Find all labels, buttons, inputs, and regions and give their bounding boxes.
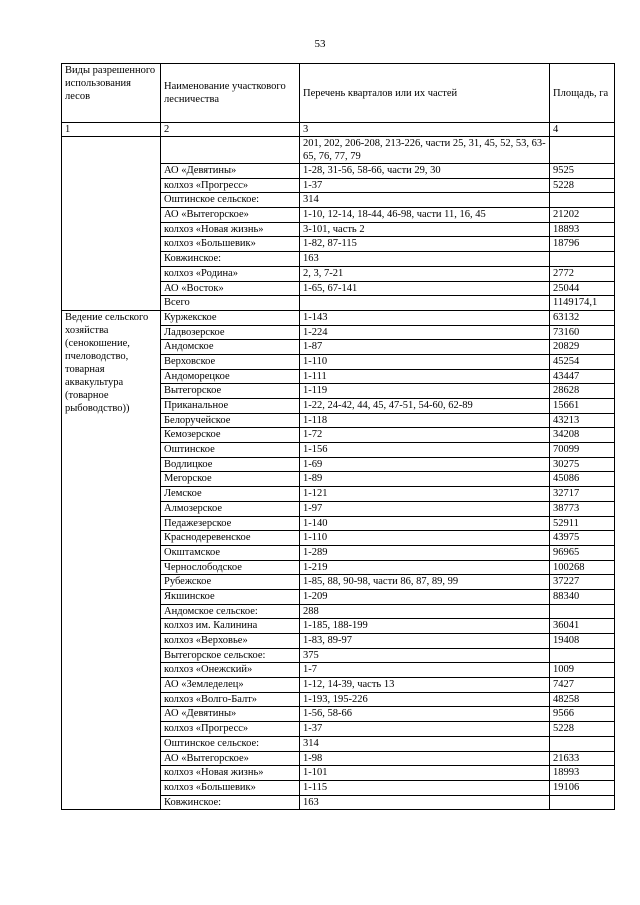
- quarters-cell: 1-119: [300, 384, 550, 399]
- area-cell: 25044: [550, 281, 615, 296]
- forestry-name-cell: колхоз «Большевик»: [161, 237, 300, 252]
- quarters-cell: 314: [300, 193, 550, 208]
- quarters-cell: 1-22, 24-42, 44, 45, 47-51, 54-60, 62-89: [300, 399, 550, 414]
- area-cell: 28628: [550, 384, 615, 399]
- quarters-cell: 1-37: [300, 178, 550, 193]
- quarters-cell: 1-224: [300, 325, 550, 340]
- forestry-name-cell: Кемозерское: [161, 428, 300, 443]
- forestry-name-cell: колхоз «Прогресс»: [161, 722, 300, 737]
- column-number: 2: [161, 123, 300, 137]
- quarters-cell: 1-101: [300, 766, 550, 781]
- area-cell: 73160: [550, 325, 615, 340]
- use-type-cell: [62, 137, 161, 311]
- area-cell: 18893: [550, 222, 615, 237]
- forestry-name-cell: АО «Девятины»: [161, 707, 300, 722]
- area-cell: 96965: [550, 545, 615, 560]
- forestry-name-cell: колхоз им. Калинина: [161, 619, 300, 634]
- forestry-name-cell: колхоз «Волго-Балт»: [161, 692, 300, 707]
- area-cell: 21202: [550, 208, 615, 223]
- forestry-name-cell: Чернослободское: [161, 560, 300, 575]
- quarters-cell: 1-185, 188-199: [300, 619, 550, 634]
- quarters-cell: 1-65, 67-141: [300, 281, 550, 296]
- area-cell: 32717: [550, 487, 615, 502]
- area-cell: 5228: [550, 178, 615, 193]
- area-cell: 45254: [550, 354, 615, 369]
- forestry-name-cell: АО «Земледелец»: [161, 678, 300, 693]
- area-cell: 7427: [550, 678, 615, 693]
- forestry-name-cell: Оштинское сельское:: [161, 736, 300, 751]
- forestry-name-cell: Ладвозерское: [161, 325, 300, 340]
- area-cell: 70099: [550, 443, 615, 458]
- area-cell: 34208: [550, 428, 615, 443]
- forestry-name-cell: АО «Восток»: [161, 281, 300, 296]
- forestry-name-cell: Мегорское: [161, 472, 300, 487]
- forestry-name-cell: Водлицкое: [161, 457, 300, 472]
- table-row: [62, 137, 615, 164]
- quarters-cell: 1-143: [300, 310, 550, 325]
- forestry-name-cell: колхоз «Новая жизнь»: [161, 222, 300, 237]
- forestry-name-cell: Андомское: [161, 340, 300, 355]
- area-cell: 21633: [550, 751, 615, 766]
- quarters-cell: 1-83, 89-97: [300, 634, 550, 649]
- area-cell: [550, 648, 615, 663]
- quarters-cell: 375: [300, 648, 550, 663]
- forestry-name-cell: колхоз «Родина»: [161, 266, 300, 281]
- header-area: Площадь, га: [550, 64, 615, 123]
- forestry-name-cell: Окштамское: [161, 545, 300, 560]
- column-number-row: [62, 123, 615, 137]
- area-cell: 100268: [550, 560, 615, 575]
- forestry-name-cell: Всего: [161, 296, 300, 311]
- quarters-cell: 1-89: [300, 472, 550, 487]
- area-cell: 48258: [550, 692, 615, 707]
- quarters-cell: [300, 296, 550, 311]
- area-cell: 43975: [550, 531, 615, 546]
- forestry-name-cell: Андоморецкое: [161, 369, 300, 384]
- quarters-cell: 1-110: [300, 531, 550, 546]
- quarters-cell: 163: [300, 252, 550, 267]
- quarters-cell: 1-98: [300, 751, 550, 766]
- quarters-cell: 1-69: [300, 457, 550, 472]
- quarters-cell: 1-140: [300, 516, 550, 531]
- area-cell: 20829: [550, 340, 615, 355]
- quarters-cell: 314: [300, 736, 550, 751]
- forestry-name-cell: Краснодеревенское: [161, 531, 300, 546]
- forestry-name-cell: колхоз «Новая жизнь»: [161, 766, 300, 781]
- area-cell: 9566: [550, 707, 615, 722]
- area-cell: [550, 252, 615, 267]
- table-header-row: [62, 64, 615, 123]
- area-cell: 2772: [550, 266, 615, 281]
- forestry-name-cell: Алмозерское: [161, 501, 300, 516]
- quarters-cell: 1-87: [300, 340, 550, 355]
- forestry-name-cell: Вытегорское сельское:: [161, 648, 300, 663]
- area-cell: [550, 137, 615, 164]
- quarters-cell: 1-28, 31-56, 58-66, части 29, 30: [300, 164, 550, 179]
- quarters-cell: 1-156: [300, 443, 550, 458]
- forestry-name-cell: Педажезерское: [161, 516, 300, 531]
- forestry-name-cell: АО «Девятины»: [161, 164, 300, 179]
- use-type-cell: Ведение сельского хозяйства (сенокошение, пчеловодство, товарная аквакультура (товарное рыбоводство)): [62, 310, 161, 809]
- column-number: 3: [300, 123, 550, 137]
- area-cell: 15661: [550, 399, 615, 414]
- quarters-cell: 1-82, 87-115: [300, 237, 550, 252]
- forestry-name-cell: колхоз «Онежский»: [161, 663, 300, 678]
- quarters-cell: 1-111: [300, 369, 550, 384]
- forestry-name-cell: колхоз «Верховье»: [161, 634, 300, 649]
- forestry-name-cell: АО «Вытегорское»: [161, 208, 300, 223]
- quarters-cell: 288: [300, 604, 550, 619]
- area-cell: 36041: [550, 619, 615, 634]
- area-cell: 45086: [550, 472, 615, 487]
- quarters-cell: 1-121: [300, 487, 550, 502]
- column-number: 1: [62, 123, 161, 137]
- forestry-name-cell: Ковжинское:: [161, 795, 300, 810]
- quarters-cell: 1-115: [300, 780, 550, 795]
- area-cell: 9525: [550, 164, 615, 179]
- quarters-cell: 1-118: [300, 413, 550, 428]
- forestry-name-cell: колхоз «Большевик»: [161, 780, 300, 795]
- area-cell: 43447: [550, 369, 615, 384]
- forestry-name-cell: Якшинское: [161, 589, 300, 604]
- quarters-cell: 1-72: [300, 428, 550, 443]
- forestry-name-cell: [161, 137, 300, 164]
- quarters-cell: 1-209: [300, 589, 550, 604]
- area-cell: [550, 604, 615, 619]
- area-cell: 18993: [550, 766, 615, 781]
- area-cell: 30275: [550, 457, 615, 472]
- area-cell: 1149174,1: [550, 296, 615, 311]
- area-cell: 37227: [550, 575, 615, 590]
- header-quarters: Перечень кварталов или их частей: [300, 64, 550, 123]
- area-cell: 88340: [550, 589, 615, 604]
- area-cell: 1009: [550, 663, 615, 678]
- quarters-cell: 1-110: [300, 354, 550, 369]
- forestry-name-cell: Вытегорское: [161, 384, 300, 399]
- forestry-name-cell: Оштинское: [161, 443, 300, 458]
- area-cell: [550, 736, 615, 751]
- quarters-cell: 1-12, 14-39, часть 13: [300, 678, 550, 693]
- area-cell: 19408: [550, 634, 615, 649]
- forestry-name-cell: Лемское: [161, 487, 300, 502]
- quarters-cell: 1-193, 195-226: [300, 692, 550, 707]
- quarters-cell: 3-101, часть 2: [300, 222, 550, 237]
- forestry-name-cell: Белоручейское: [161, 413, 300, 428]
- area-cell: 18796: [550, 237, 615, 252]
- quarters-cell: 1-289: [300, 545, 550, 560]
- forestry-name-cell: Рубежское: [161, 575, 300, 590]
- quarters-cell: 1-7: [300, 663, 550, 678]
- quarters-cell: 1-56, 58-66: [300, 707, 550, 722]
- quarters-cell: 1-97: [300, 501, 550, 516]
- page-number: 53: [314, 38, 326, 50]
- table-row: [62, 310, 615, 325]
- area-cell: 19106: [550, 780, 615, 795]
- area-cell: [550, 193, 615, 208]
- quarters-cell: 163: [300, 795, 550, 810]
- forestry-name-cell: Оштинское сельское:: [161, 193, 300, 208]
- area-cell: 38773: [550, 501, 615, 516]
- area-cell: 43213: [550, 413, 615, 428]
- forest-use-table: [61, 63, 615, 810]
- forestry-name-cell: колхоз «Прогресс»: [161, 178, 300, 193]
- area-cell: 5228: [550, 722, 615, 737]
- quarters-cell: 1-85, 88, 90-98, части 86, 87, 89, 99: [300, 575, 550, 590]
- forestry-name-cell: Верховское: [161, 354, 300, 369]
- forestry-name-cell: Куржекское: [161, 310, 300, 325]
- quarters-cell: 1-10, 12-14, 18-44, 46-98, части 11, 16, 45: [300, 208, 550, 223]
- forestry-name-cell: Ковжинское:: [161, 252, 300, 267]
- table-body: [62, 64, 615, 810]
- header-forestry-name: Наименование участкового лесничества: [161, 64, 300, 123]
- column-number: 4: [550, 123, 615, 137]
- quarters-cell: 201, 202, 206-208, 213-226, части 25, 31, 45, 52, 53, 63-65, 76, 77, 79: [300, 137, 550, 164]
- forestry-name-cell: Приканальное: [161, 399, 300, 414]
- header-use-type: Виды разрешенного использования лесов: [62, 64, 161, 123]
- forestry-name-cell: Андомское сельское:: [161, 604, 300, 619]
- area-cell: 52911: [550, 516, 615, 531]
- area-cell: 63132: [550, 310, 615, 325]
- quarters-cell: 1-37: [300, 722, 550, 737]
- quarters-cell: 2, 3, 7-21: [300, 266, 550, 281]
- quarters-cell: 1-219: [300, 560, 550, 575]
- area-cell: [550, 795, 615, 810]
- forestry-name-cell: АО «Вытегорское»: [161, 751, 300, 766]
